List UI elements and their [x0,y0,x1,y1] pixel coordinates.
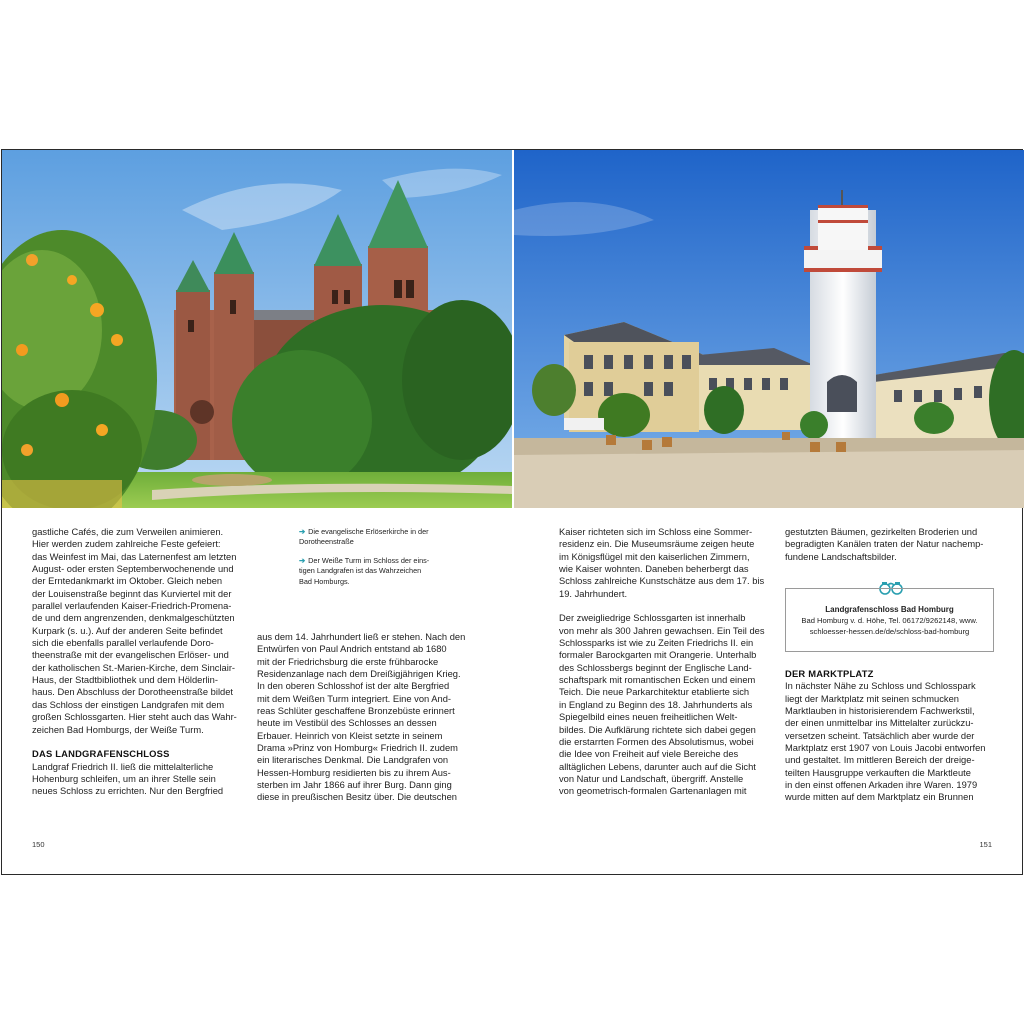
text-line: Landgraf Friedrich II. ließ die mittelalterliche [32,761,214,772]
text-line: von geometrisch-formalen Gartenanlagen mit [559,786,747,797]
caption-arrow-icon: ➔ [299,527,306,536]
text-line: Kaiser richteten sich im Schloss eine Sommer- [559,527,753,537]
text-line: theenstraße mit der evangelischen Erlöser- und [32,650,229,661]
text-line: Der zweigliedrige Schlossgarten ist innerhalb [559,613,746,624]
text-line: formaler Barockgarten mit Orangerie. Unterhalb [559,650,757,661]
text-line: residenz ein. Die Museumsräume zeigen heute [559,539,755,550]
text-line: heute im Vestibül des Schlosses an dessen [257,718,437,729]
column-4 [785,526,1001,563]
text-line: von mehr als 300 Jahren gewachsen. Ein Teil des [559,625,765,636]
text-line: gestutzten Bäumen, gezirkelten Broderien und [785,527,978,537]
text-line: bildes. Die Aufklärung richtete sich dabei gegen [559,724,756,735]
text-line: in den einst offenen Arkaden ihre Waren. 1979 [785,780,978,791]
column-2 [257,631,477,804]
text-line: alltäglichen Lebens, darunter auch auf die Sicht [559,761,756,772]
text-line: von Natur und Landschaft, übergriff. Anstelle [559,773,744,784]
text-line: das Weinfest im Mai, das Laternenfest am letzten [32,551,237,562]
info-box-link[interactable]: schloesser-hessen.de/de/schloss-bad-homburg [809,626,970,636]
text-line: de und dem angrenzenden, denkmalgeschützten [32,613,235,624]
photo-erloeserkirche [2,150,512,508]
page-number-right: 151 [979,840,992,849]
text-line: liegt der Marktplatz mit seinen schmucken [785,693,959,704]
text-line: Hohenburg schleifen, um an ihrer Stelle sein [32,773,216,784]
text-line: In nächster Nähe zu Schloss und Schlosspark [785,681,976,692]
text-line: der Erntedankmarkt im Oktober. Gleich neben [32,576,223,587]
info-box-landgrafenschloss [785,588,994,652]
photo-schloss-weisser-turm [514,150,1024,508]
text-line: großen Schlossgarten. Hier steht auch das Wahr- [32,712,237,723]
text-line: Hier werden zudem zahlreiche Feste gefeiert: [32,539,221,550]
book-spread [1,149,1023,875]
heading-marktplatz: DER MARKTPLATZ [785,668,874,679]
photo-captions [299,527,479,587]
text-line: der katholischen St.-Marien-Kirche, dem Sinclair- [32,662,236,673]
body-text-col4-b [785,680,1001,803]
text-line: sterben im Jahr 1866 auf ihrer Burg. Dann ging [257,780,452,791]
text-line: Teich. Die neue Parkarchitektur etablierte sich [559,687,750,698]
text-line: in England zu Beginn des 18. Jahrhunderts als [559,699,753,710]
text-line: Spiegelbild eines neuen freiheitlichen Welt- [559,712,738,723]
text-line: die erstarrten Formen des Absolutismus, wobei [559,736,754,747]
text-line: diese in preußischen Besitz über. Die deutschen [257,792,457,803]
info-box-title: Landgrafenschloss Bad Homburg [825,605,954,614]
body-text-col2 [257,631,477,804]
text-line: ein literarisches Denkmal. Die Landgrafen von [257,755,449,766]
text-line: versetzen scheint. Tatsächlich aber wurde der [785,730,975,741]
caption-weisser-turm: ➔ Der Weiße Turm im Schloss der eins- tigen Landgrafen ist das Wahrzeichen Bad Homburgs. [299,555,430,586]
text-line: wurde mitten auf dem Marktplatz ein Brunnen [785,792,974,803]
text-line: Schlossparks ist wie zu Zeiten Friedrichs II. ein [559,638,754,649]
text-line: Hessen-Homburg residierten bis zu ihrem Aus- [257,767,451,778]
text-line: 19. Jahrhundert. [559,588,628,599]
text-line: Marktlauben in historisierendem Fachwerkstil, [785,706,975,717]
text-line: gastliche Cafés, die zum Verweilen animieren. [32,527,224,537]
text-line: Residenzanlage nach dem Dreißigjährigen Krieg. [257,669,461,680]
column-3 [559,526,775,798]
text-line: Schloss zahlreiche Kunstschätze aus dem 17. bis [559,576,765,587]
text-line: In den oberen Schlosshof ist der alte Bergfried [257,681,450,692]
body-text-col3-b [559,612,775,797]
text-line: und gestaltet. Im mittleren Bereich der dreige- [785,755,975,766]
heading-landgrafenschloss: DAS LANDGRAFENSCHLOSS [32,748,170,760]
text-line: im Königsflügel mit den kaiserlichen Zimmern, [559,551,750,562]
column-4-b [785,668,1001,804]
text-line: zeichen Bad Homburgs, der Weiße Turm. [32,724,204,735]
text-line: begradigten Kanälen traten der Natur nachemp- [785,539,984,550]
text-line: Haus, der Stadtbibliothek und dem Hölderlin- [32,675,218,686]
text-line: sich die ebenfalls parallel verlaufende Doro- [32,638,214,649]
text-line: die Idee von Freiheit auf viele Bereiche des [559,749,739,760]
text-line: das Schloss der einstigen Landgrafen mit dem [32,699,225,710]
body-text-col3 [559,526,775,600]
text-line: Drama »Prinz von Homburg« Friedrich II. zudem [257,743,458,754]
text-line: aus dem 14. Jahrhundert ließ er stehen. Nach den [257,632,466,642]
text-line: mit der Friedrichsburg die erste frühbarocke [257,656,439,667]
text-line: Marktplatz erst 1907 von Louis Jacobi entworfen [785,743,986,754]
caption-erloeserkirche: ➔ Die evangelische Erlöserkirche in der Dorotheenstraße [299,527,429,547]
text-line: der einen unmittelbar ins Mittelalter zurückzu- [785,718,974,729]
text-line: wie Kaiser wohnten. Daneben beherbergt das [559,564,749,575]
text-line: fundene Landschaftsbilder. [785,551,897,562]
text-line: Erbauer. Heinrich von Kleist setzte in seinem [257,730,443,741]
column-1 [32,526,252,798]
text-line: mit dem Weißen Turm integriert. Eine von And- [257,693,452,704]
info-box-line1: Bad Homburg v. d. Höhe, Tel. 06172/9262148, www. [801,615,978,625]
caption-arrow-icon: ➔ [299,555,306,565]
text-line: teilten Hausgruppe verkauften die Marktleute [785,767,971,778]
text-line: der Louisenstraße beginnt das Kurviertel mit der [32,588,232,599]
body-text-col1-b [32,761,252,798]
text-line: reas Schlüter geschaffene Bronzebüste erinnert [257,706,455,717]
text-line: August- oder ersten Septemberwochenende und [32,564,234,575]
text-line: Kurpark (s. u.). Auf der anderen Seite befindet [32,625,223,636]
body-text-col4 [785,526,1001,563]
body-text-col1 [32,526,252,736]
text-line: haus. Den Abschluss der Dorotheenstraße bildet [32,687,234,698]
text-line: schaftspark mit romantischen Ecken und einem [559,675,756,686]
text-line: Entwürfen von Paul Andrich entstand ab 1680 [257,644,447,655]
text-line: parallel verlaufenden Kaiser-Friedrich-Promena- [32,601,232,612]
page-number-left: 150 [32,840,45,849]
text-line: des Schlossbergs beginnt der Englische Land- [559,662,752,673]
text-line: neues Schloss zu errichten. Nur den Bergfried [32,786,224,797]
